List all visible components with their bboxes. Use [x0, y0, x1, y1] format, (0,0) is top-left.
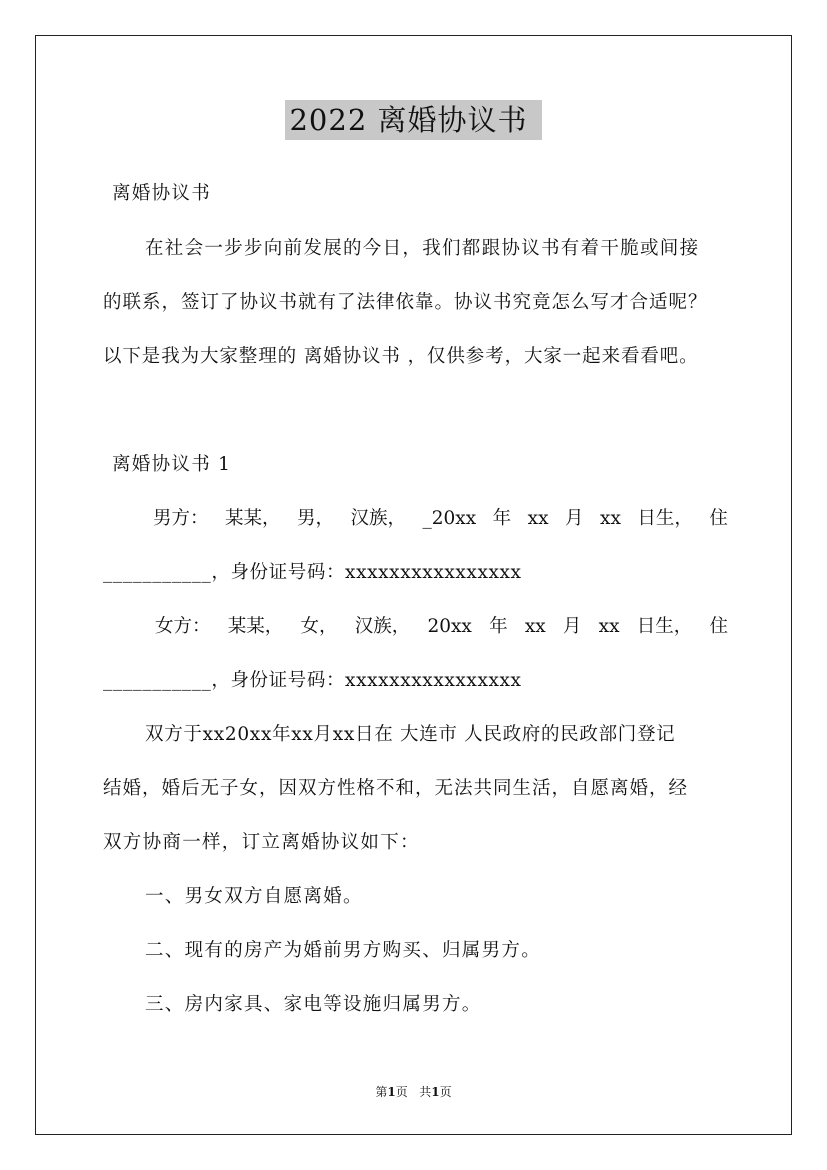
female-month-unit: 月	[562, 616, 582, 637]
marriage-line-3: 双方协商一样，订立离婚协议如下：	[103, 832, 420, 853]
document-title: 2022 离婚协议书	[285, 100, 541, 140]
female-year-unit: 年	[489, 616, 508, 637]
intro-line-2: 的联系，签订了协议书就有了法律依靠。协议书究竟怎么写才合适呢？	[103, 292, 708, 313]
male-label: 男方：	[153, 508, 209, 529]
male-month-unit: 月	[565, 508, 584, 529]
female-label: 女方：	[155, 616, 211, 637]
male-id-line: ___________，身份证号码：xxxxxxxxxxxxxxxx	[103, 562, 522, 583]
female-gender: 女，	[300, 616, 338, 637]
marriage-line-1: 双方于xx20xx年xx月xx日在 大连市 人民政府的民政部门登记	[145, 724, 676, 745]
page-label-suffix: 页	[395, 1085, 408, 1099]
clause-3: 三、房内家具、家电等设施归属男方。	[145, 994, 482, 1015]
section-heading: 离婚协议书	[112, 183, 212, 204]
female-birth-day: xx	[598, 616, 620, 637]
total-label-suffix: 页	[439, 1085, 452, 1099]
agreement-heading: 离婚协议书 1	[112, 454, 232, 475]
female-birth-month: xx	[524, 616, 546, 637]
intro-line-3: 以下是我为大家整理的 离婚协议书 ，仅供参考，大家一起来看看吧。	[103, 346, 699, 367]
female-name: 某某，	[227, 616, 284, 637]
male-name: 某某，	[225, 508, 281, 529]
male-birth-year: _20xx	[422, 508, 477, 529]
female-day-unit: 日生，	[636, 616, 693, 637]
female-birth-year: 20xx	[427, 616, 472, 637]
female-residence-label: 住	[709, 616, 728, 637]
female-id-line: ___________，身份证号码：xxxxxxxxxxxxxxxx	[103, 670, 522, 691]
male-day-unit: 日生，	[637, 508, 693, 529]
male-gender: 男，	[297, 508, 335, 529]
male-year-unit: 年	[492, 508, 512, 529]
page-label-prefix: 第	[375, 1085, 388, 1099]
female-party-line	[155, 614, 728, 640]
page-total: 1	[431, 1085, 440, 1099]
male-birth-month: xx	[527, 508, 549, 529]
total-label-prefix: 共	[419, 1085, 432, 1099]
intro-line-1: 在社会一步步向前发展的今日，我们都跟协议书有着干脆或间接	[145, 238, 700, 259]
title-block	[0, 100, 827, 140]
marriage-line-2: 结婚，婚后无子女，因双方性格不和，无法共同生活，自愿离婚，经	[103, 778, 689, 799]
male-residence-label: 住	[709, 508, 728, 529]
page-current: 1	[387, 1085, 396, 1099]
female-ethnicity: 汉族，	[354, 616, 411, 637]
male-party-line	[153, 506, 728, 532]
page-footer	[0, 1083, 827, 1101]
male-birth-day: xx	[600, 508, 621, 529]
clause-2: 二、现有的房产为婚前男方购买、归属男方。	[145, 940, 542, 961]
male-ethnicity: 汉族，	[350, 508, 407, 529]
clause-1: 一、男女双方自愿离婚。	[145, 886, 363, 907]
